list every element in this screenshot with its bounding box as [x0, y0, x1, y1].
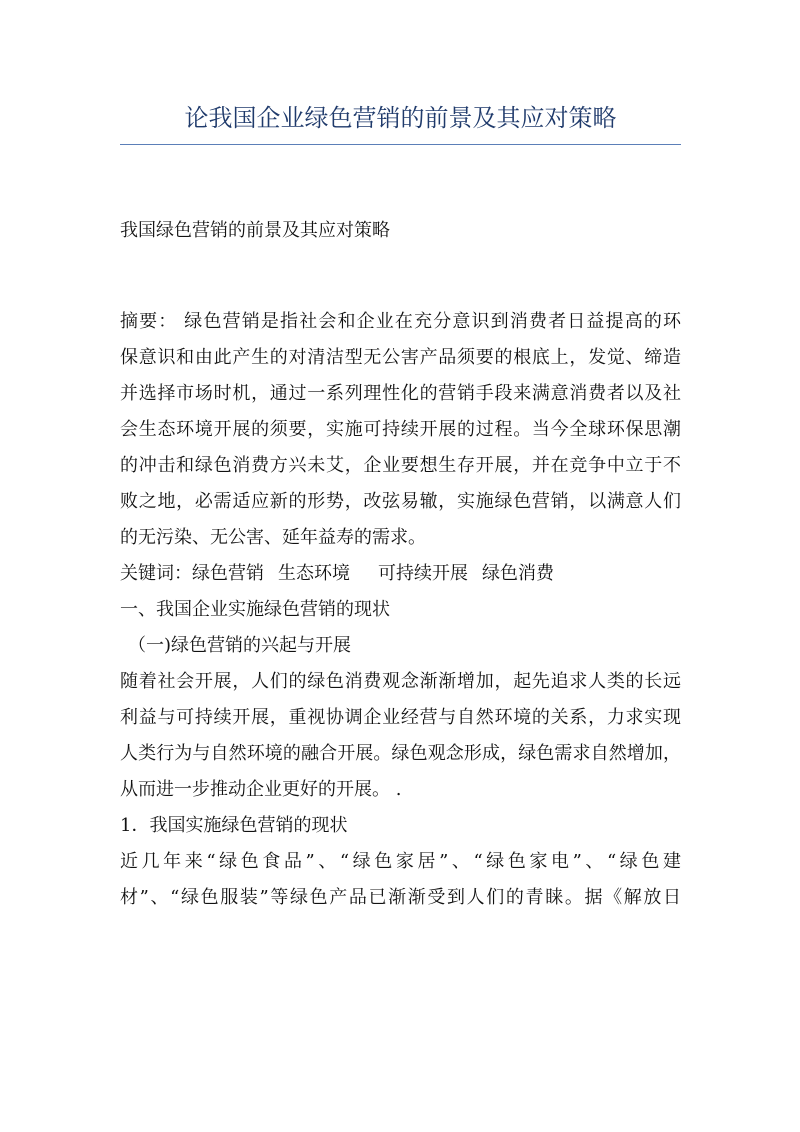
paragraph-line: 近几年来“绿色食品”、“绿色家居”、“绿色家电”、“绿色建: [120, 851, 681, 872]
keyword-item: 生态环境: [278, 563, 350, 584]
document-subtitle: 我国绿色营销的前景及其应对策略: [120, 220, 390, 241]
abstract-line: 败之地，必需适应新的形势，改弦易辙，实施绿色营销，以满意人们: [120, 491, 681, 512]
keyword-item: 可持续开展: [378, 563, 468, 584]
abstract-line: 保意识和由此产生的对清洁型无公害产品须要的根底上，发觉、缔造: [120, 347, 681, 368]
abstract-line: 的无污染、无公害、延年益寿的需求。: [120, 527, 426, 548]
document-body: [120, 213, 681, 916]
abstract-line: 摘要： 绿色营销是指社会和企业在充分意识到消费者日益提高的环: [120, 311, 681, 332]
document-title: 论我国企业绿色营销的前景及其应对策略: [184, 104, 617, 132]
keyword-item: 绿色消费: [482, 563, 554, 584]
abstract-line: 会生态环境开展的须要，实施可持续开展的过程。当今全球环保思潮: [120, 419, 681, 440]
keywords-line: [120, 556, 681, 592]
paragraph-1: [120, 664, 681, 808]
keyword-item: 绿色营销: [192, 563, 264, 584]
paragraph-line: 随着社会开展，人们的绿色消费观念渐渐增加，起先追求人类的长远: [120, 671, 681, 692]
item-heading: 1．我国实施绿色营销的现状: [120, 815, 348, 836]
spacer: [120, 249, 681, 304]
paragraph-line: 材”、“绿色服装”等绿色产品已渐渐受到人们的青睐。据《解放日: [120, 887, 681, 908]
abstract-line: 的冲击和绿色消费方兴未艾，企业要想生存开展，并在竞争中立于不: [120, 455, 681, 476]
keywords-label: 关键词：: [120, 563, 192, 584]
paragraph-line: 利益与可持续开展，重视协调企业经营与自然环境的关系，力求实现: [120, 707, 681, 728]
abstract-paragraph: [120, 304, 681, 556]
paragraph-2: [120, 844, 681, 916]
paragraph-line: 人类行为与自然环境的融合开展。绿色观念形成，绿色需求自然增加，: [120, 743, 681, 764]
abstract-line: 并选择市场时机，通过一系列理性化的营销手段来满意消费者以及社: [120, 383, 681, 404]
title-underline: [120, 144, 681, 145]
paragraph-line: 从而进一步推动企业更好的开展。 .: [120, 779, 402, 800]
subsection-heading: （一)绿色营销的兴起与开展: [128, 635, 352, 656]
section-heading: 一、我国企业实施绿色营销的现状: [120, 599, 390, 620]
